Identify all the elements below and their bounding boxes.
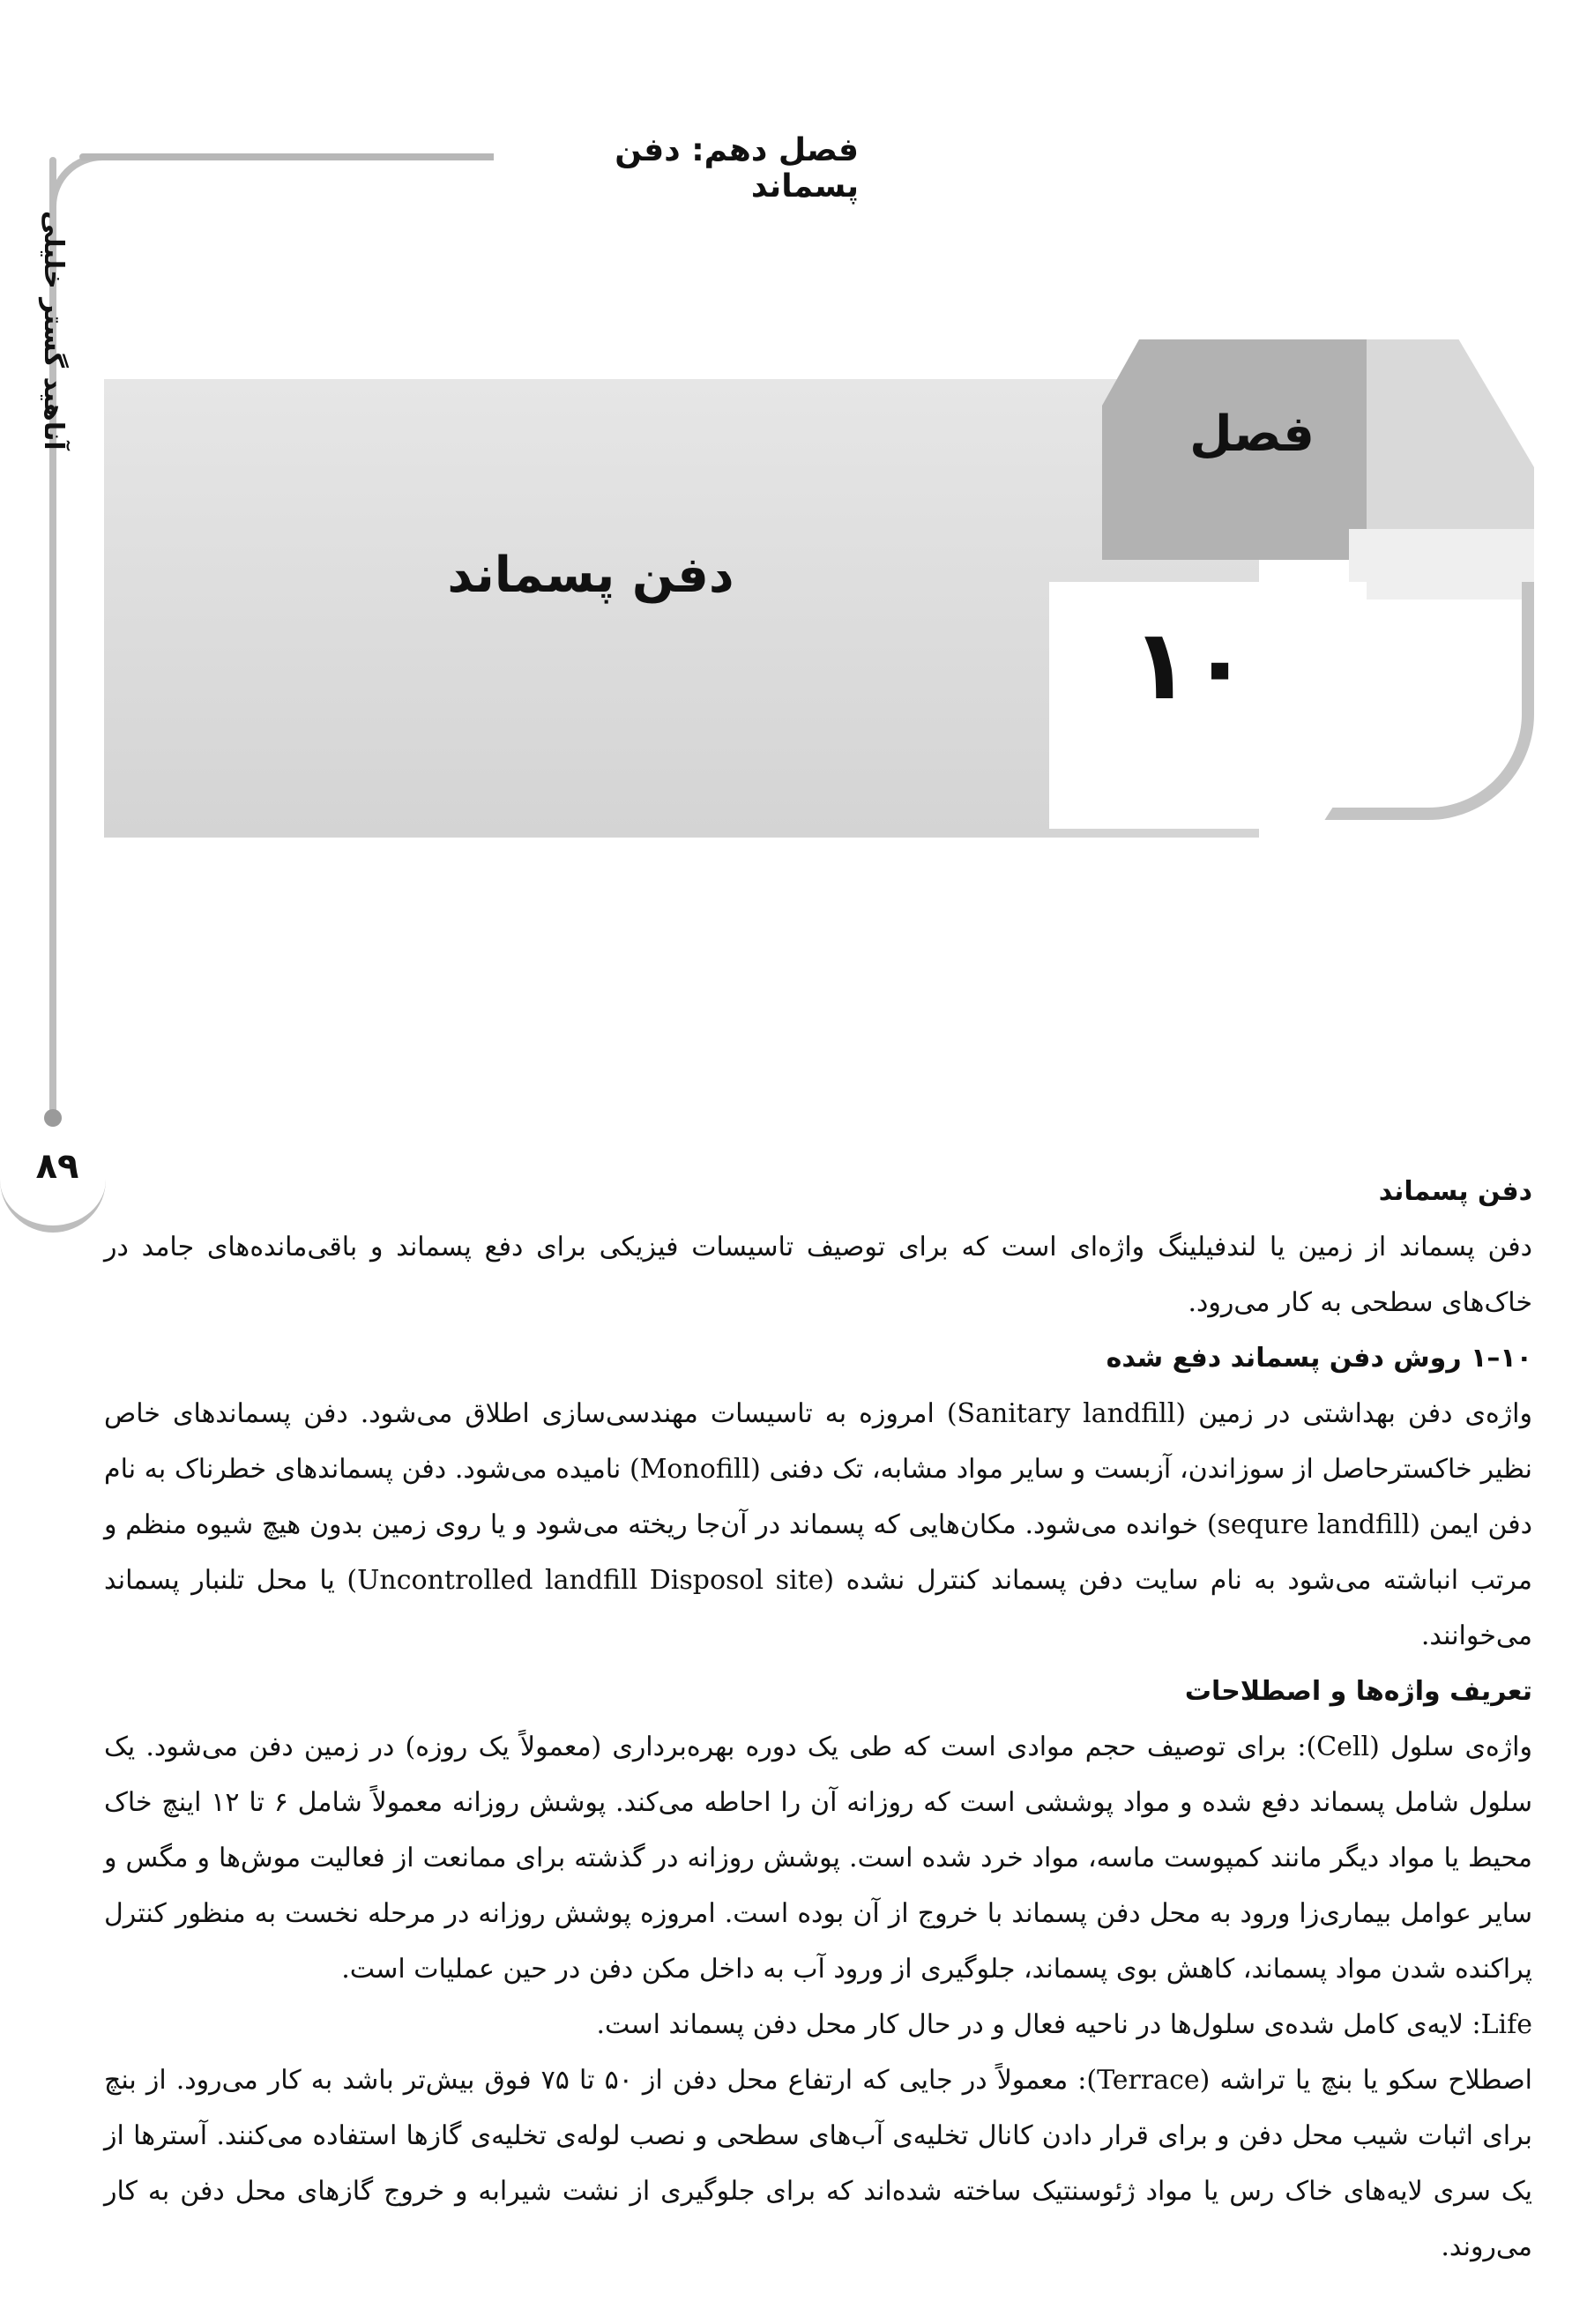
paragraph-cell: واژه‌ی سلول (Cell): برای توصیف حجم موادی است که طی یک دوره بهره‌برداری (معمولاً یک روزه) در زمین دفن می‌شود. یک سلول شامل پسماند دفع شده و مواد پوششی است که روزانه آن را احاطه می‌کند. پوشش روزانه معمولاً شامل ۶ تا ۱۲ اینچ خاک محیط یا مواد دیگر مانند کمپوست ماسه، مواد خرد شده است. پوشش روزانه در گذشته برای ممانعت از فعالیت موش‌ها و مگس و سایر عوامل بیماری‌زا ورود به محل دفن پسماند با خروج از آن بوده است. امروزه پوشش روزانه در مرحله نخست به منظور کنترل پراکنده شدن مواد پسماند، کاهش بوی پسماند، جلوگیری از ورود آب به داخل مکن دفن در حین عملیات است. (104, 1732, 1532, 1985)
paragraph-intro: دفن پسماند از زمین یا لندفیلینگ واژه‌ای است که برای توصیف تاسیسات فیزیکی برای دفع پسماند و باقی‌مانده‌های جامد در خاک‌های سطحی به کار می‌رود. (104, 1232, 1532, 1318)
heading-intro: دفن پسماند (1378, 1176, 1532, 1207)
header-rule (79, 153, 538, 160)
page-number: ۸۹ (35, 1146, 79, 1187)
side-rule-dot (44, 1109, 62, 1127)
running-title: فصل دهم: دفن پسماند (494, 132, 871, 205)
chapter-word: فصل (1189, 406, 1315, 463)
heading-section-10-1: ۱۰–۱ روش دفن پسماند دفع شده (1106, 1343, 1532, 1374)
paragraph-terrace: اصطلاح سکو یا بنچ یا تراشه (Terrace): معمولاً در جایی که ارتفاع محل دفن از ۵۰ تا ۷۵ فوق بیش‌تر باشد به کار می‌رود. از بنچ برای اثبات شیب محل دفن و برای قرار دادن کانال تخلیه‌ی آب‌های سطحی و نصب لوله‌ی تخلیه‌ی گازها استفاده می‌کنند. آسترها از یک سری لایه‌های خاک رس یا مواد ژئوسنتیک ساخته شده‌اند که برای جلوگیری از نشت شیرابه و خروج گازهای محل دفن به کار می‌روند. (104, 2065, 1532, 2262)
body-content (104, 1164, 1532, 2275)
paragraph-section-10-1: واژه‌ی دفن بهداشتی در زمین (Sanitary landfill) امروزه به تاسیسات مهندسی‌سازی اطلاق می‌شود. دفن پسماندهای خاص نظیر خاکسترحاصل از سوزاندن، آزبست و سایر مواد مشابه، تک دفنی (Monofill) نامیده می‌شود. دفن پسماندهای خطرناک به نام دفن ایمن (sequre landfill) خوانده می‌شود. مکان‌هایی که پسماند در آن‌جا ریخته می‌شود و یا روی زمین بدون هیچ شیوه منظم و مرتب انباشته می‌شود به نام سایت دفن پسماند کنترل نشده (Uncontrolled landfill Disposol site) یا محل تلنبار پسماند می‌خوانند. (104, 1398, 1533, 1651)
side-author-text: آناهید گستر خلیلی (38, 211, 69, 451)
paragraph-life: Life: لایه‌ی کامل شده‌ی سلول‌ها در ناحیه فعال و در حال کار محل دفن پسماند است. (596, 2009, 1532, 2040)
chapter-number: ۱۰ (1130, 608, 1250, 721)
heading-terms: تعریف واژه‌ها و اصطلاحات (1184, 1676, 1532, 1707)
chapter-title: دفن پسماند (447, 547, 734, 604)
